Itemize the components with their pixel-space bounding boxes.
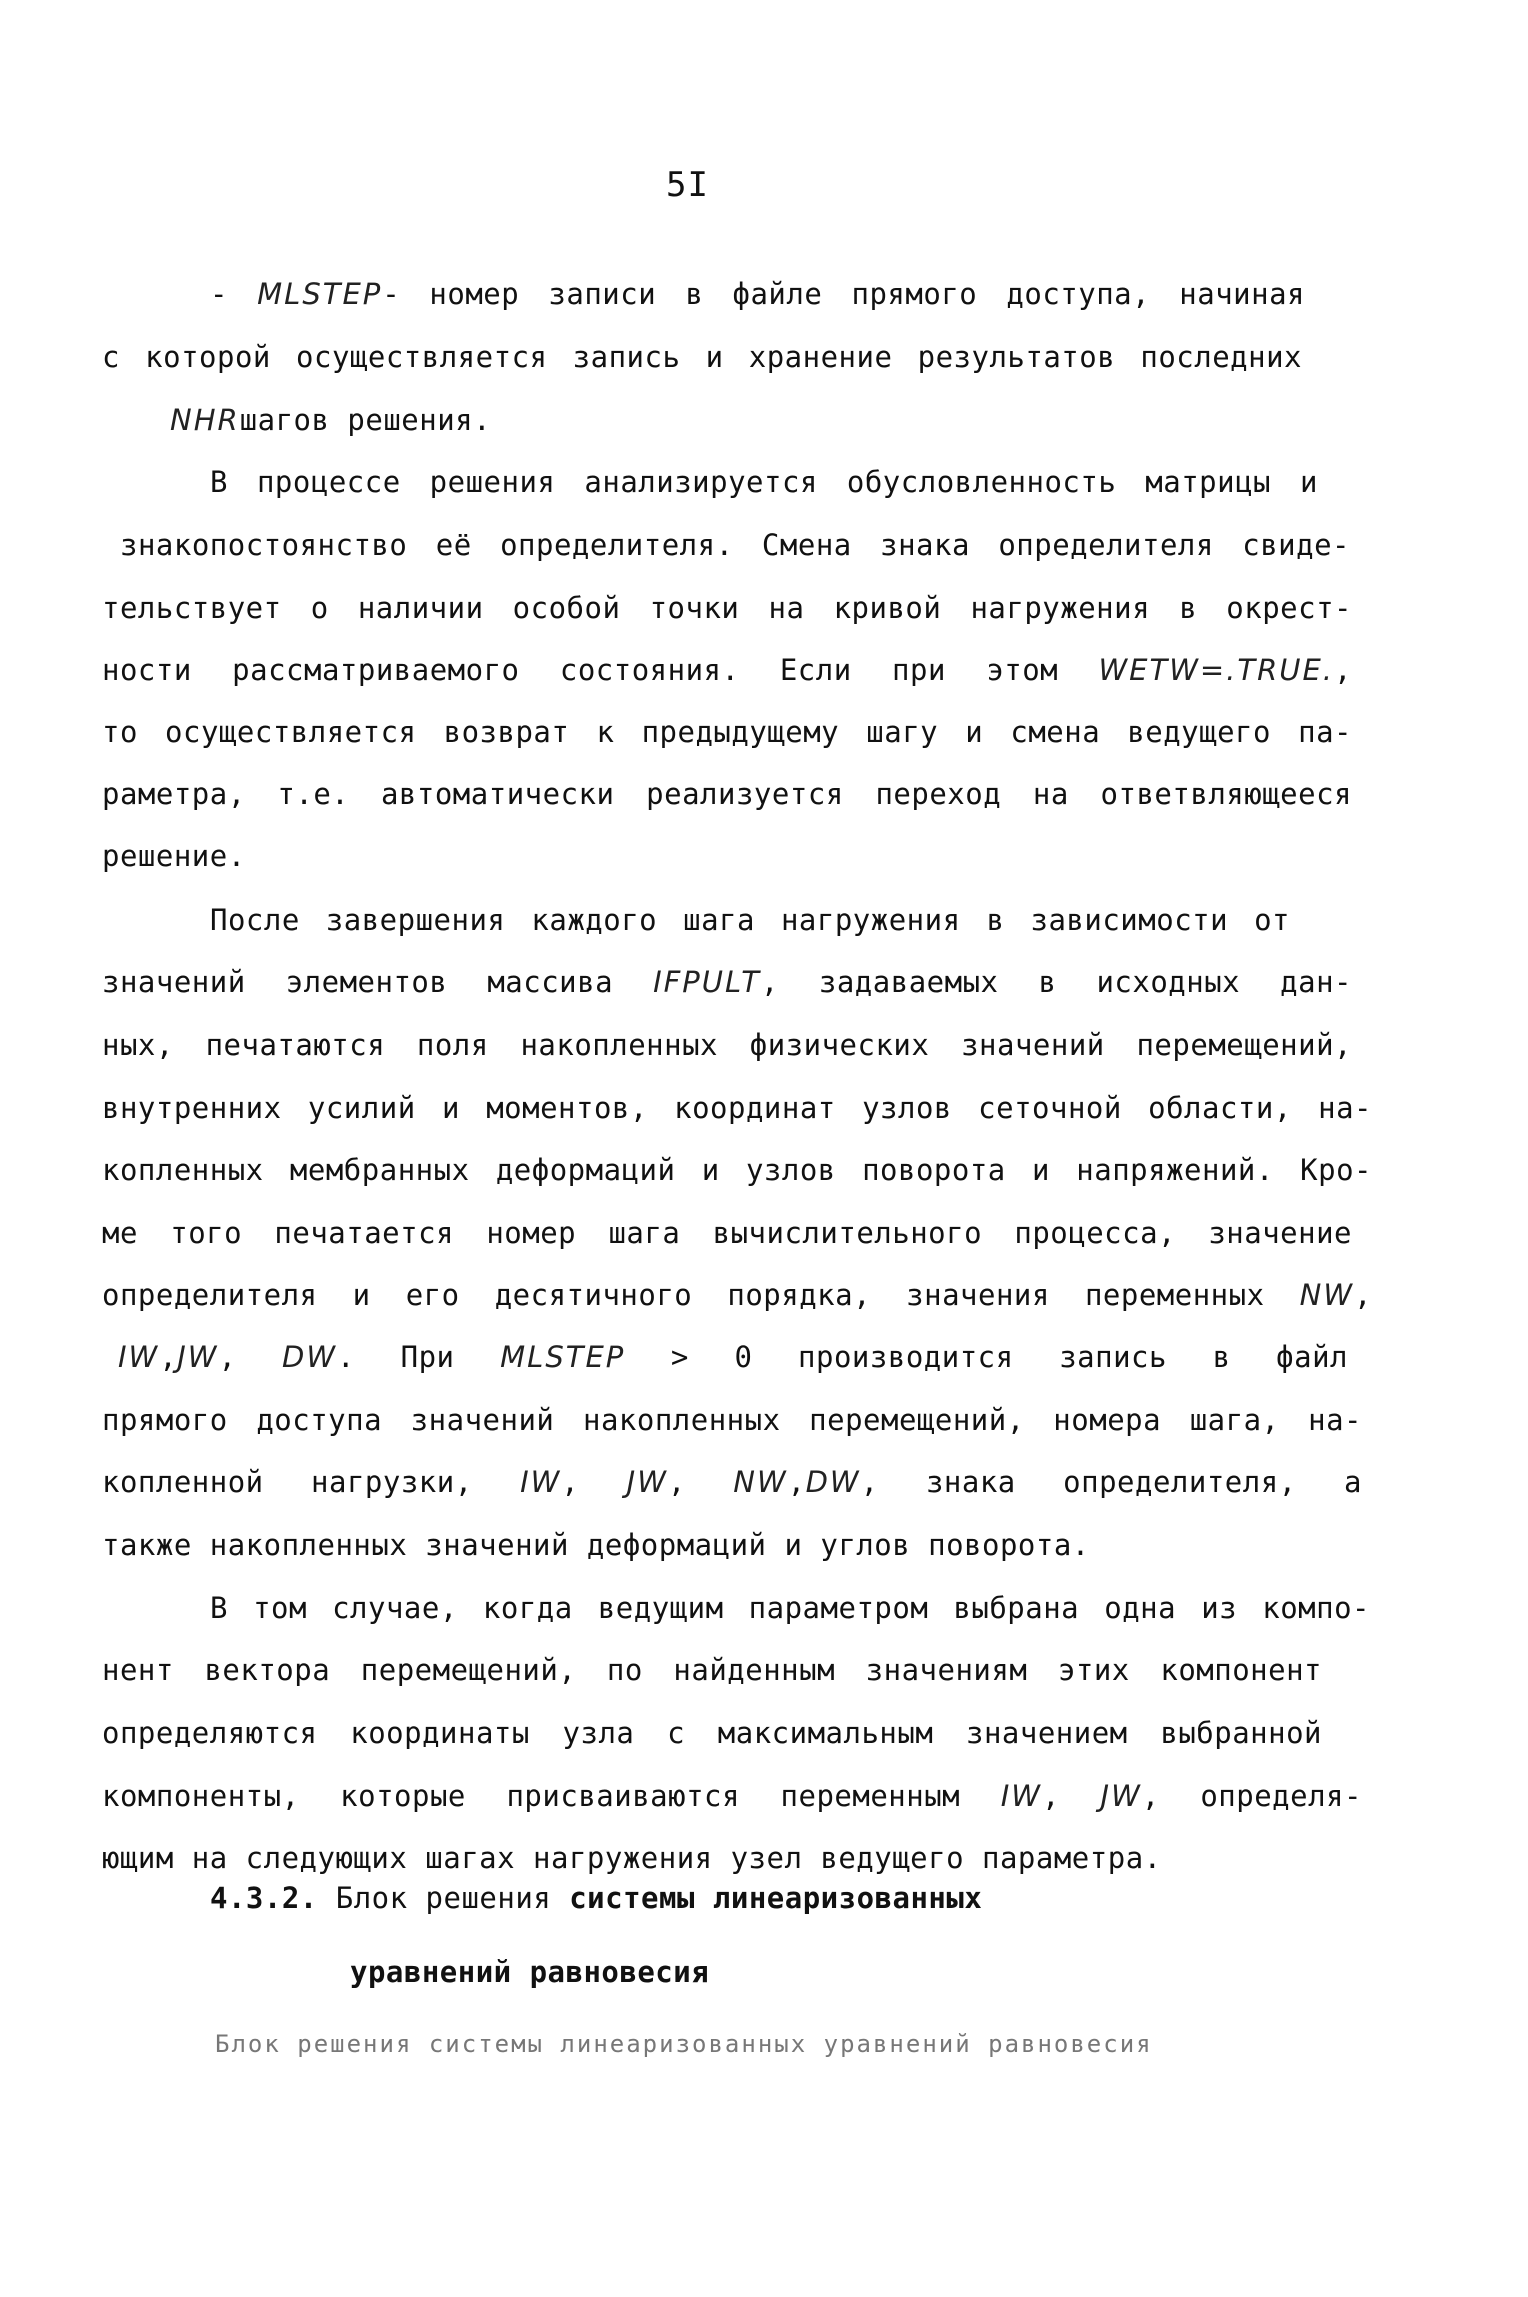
text-segment: ме того печатается номер шага вычислительного процесса, значение xyxy=(102,1216,1352,1250)
text-segment: внутренних усилий и моментов, координат узлов сеточной области, на- xyxy=(102,1091,1372,1125)
handwritten-variable: MLSTEP xyxy=(257,277,383,311)
text-segment: компоненты, которые присваиваются переменным xyxy=(102,1779,1001,1813)
text-segment: копленных мембранных деформаций и узлов поворота и напряжений. Кро- xyxy=(102,1153,1372,1187)
text-segment: нент вектора перемещений, по найденным значениям этих компонент xyxy=(102,1653,1322,1687)
text-line xyxy=(102,1838,1402,1878)
text-line xyxy=(120,525,1350,565)
text-segment: , определя- xyxy=(1141,1779,1362,1813)
text-segment: , xyxy=(787,1465,806,1499)
text-line xyxy=(102,836,1402,876)
text-segment: , xyxy=(1354,1278,1372,1312)
handwritten-variable: IW xyxy=(520,1465,562,1499)
text-line xyxy=(102,650,1352,690)
text-line xyxy=(102,1400,1362,1440)
text-segment: также накопленных значений деформаций и углов поворота. xyxy=(102,1528,1090,1562)
text-line xyxy=(102,337,1302,377)
text-segment: ющим на следующих шагах нагружения узел ведущего параметра. xyxy=(102,1841,1162,1875)
handwritten-variable: DW xyxy=(805,1465,861,1499)
text-line xyxy=(170,400,1470,440)
text-segment: определяются координаты узла с максимальным значением выбранной xyxy=(102,1716,1322,1750)
text-line xyxy=(102,1462,1362,1502)
text-line xyxy=(102,1776,1362,1816)
section-heading xyxy=(210,1878,1510,1918)
handwritten-variable: MLSTEP xyxy=(500,1340,626,1374)
text-line xyxy=(102,962,1352,1002)
text-line xyxy=(102,1150,1372,1190)
text-line xyxy=(102,1213,1352,1253)
text-line xyxy=(102,1088,1372,1128)
handwritten-variable: NW xyxy=(733,1465,788,1499)
faint-footer-line: Блок решения системы линеаризованных уравнений равновесия xyxy=(215,2030,1153,2058)
handwritten-variable: WETW=.TRUE. xyxy=(1098,653,1335,687)
text-segment: знакопостоянство её определителя. Смена знака определителя свиде- xyxy=(120,528,1350,562)
text-segment: > 0 производится запись в файл xyxy=(625,1340,1348,1374)
section-title-start: Блок решения xyxy=(335,1881,552,1915)
text-segment: , задаваемых в исходных дан- xyxy=(760,965,1352,999)
handwritten-variable: JW xyxy=(1100,1779,1142,1813)
text-segment: После завершения каждого шага нагружения в зависимости от xyxy=(210,903,1290,937)
text-line xyxy=(102,1650,1322,1690)
text-segment: . При xyxy=(337,1340,501,1374)
text-segment: - xyxy=(210,277,258,311)
text-segment: , знака определителя, а xyxy=(860,1465,1362,1499)
text-line xyxy=(102,1713,1322,1753)
text-segment: , xyxy=(218,1340,283,1374)
text-segment: В процессе решения анализируется обусловленность матрицы и xyxy=(210,465,1318,499)
section-heading-line2: уравнений равновесия xyxy=(350,1955,710,1989)
handwritten-variable: JW xyxy=(177,1340,219,1374)
handwritten-variable: IW xyxy=(1000,1779,1042,1813)
handwritten-variable: NHR xyxy=(170,403,240,437)
section-number: 4.3.2. xyxy=(210,1881,318,1915)
text-segment: - номер записи в файле прямого доступа, начиная xyxy=(382,277,1305,311)
text-line xyxy=(210,900,1290,940)
text-segment: определителя и его десятичного порядка, значения переменных xyxy=(102,1278,1300,1312)
text-line xyxy=(102,1025,1352,1065)
text-segment: ности рассматриваемого состояния. Если при этом xyxy=(102,653,1099,687)
text-segment: , xyxy=(667,1465,734,1499)
text-line xyxy=(210,274,1305,314)
text-segment: то осуществляется возврат к предыдущему шагу и смена ведущего па- xyxy=(102,715,1352,749)
text-line xyxy=(102,1275,1372,1315)
text-line xyxy=(102,588,1352,628)
text-line xyxy=(102,712,1352,752)
text-segment: прямого доступа значений накопленных перемещений, номера шага, на- xyxy=(102,1403,1362,1437)
text-line xyxy=(102,1525,1402,1565)
section-title-bold: системы линеаризованных xyxy=(569,1881,983,1915)
handwritten-variable: IW xyxy=(118,1340,160,1374)
handwritten-variable: DW xyxy=(282,1340,338,1374)
text-segment: В том случае, когда ведущим параметром выбрана одна из компо- xyxy=(210,1591,1370,1625)
text-segment: значений элементов массива xyxy=(102,965,654,999)
page-number: 5I xyxy=(666,165,709,205)
text-segment: , xyxy=(1334,653,1352,687)
text-segment: с которой осуществляется запись и хранение результатов последних xyxy=(102,340,1302,374)
handwritten-variable: JW xyxy=(626,1465,668,1499)
text-line xyxy=(210,1588,1370,1628)
text-segment: , xyxy=(1041,1779,1101,1813)
text-line xyxy=(102,774,1352,814)
text-segment: , xyxy=(159,1340,178,1374)
text-segment: тельствует о наличии особой точки на кривой нагружения в окрест- xyxy=(102,591,1352,625)
text-segment: ных, печатаются поля накопленных физических значений перемещений, xyxy=(102,1028,1352,1062)
text-segment: раметра, т.е. автоматически реализуется переход на ответвляющееся xyxy=(102,777,1352,811)
text-line xyxy=(118,1337,1348,1377)
text-line xyxy=(210,462,1318,502)
text-segment: копленной нагрузки, xyxy=(102,1465,521,1499)
text-segment: , xyxy=(561,1465,627,1499)
text-segment: решение. xyxy=(102,839,246,873)
text-segment: шагов решения. xyxy=(239,403,492,437)
handwritten-variable: NW xyxy=(1299,1278,1355,1312)
handwritten-variable: IFPULT xyxy=(653,965,761,999)
